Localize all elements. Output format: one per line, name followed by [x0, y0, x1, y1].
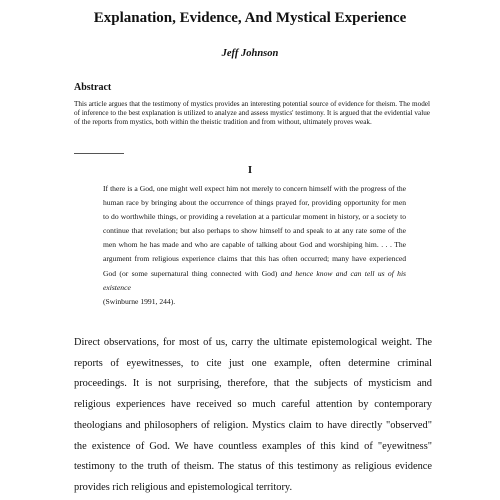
block-quote-italic: and hence know and can tell us of his existence: [103, 268, 407, 292]
section-numeral: I: [247, 164, 253, 176]
block-quote-citation: (Swinburne 1991, 244).: [103, 296, 176, 306]
block-quote: [103, 182, 406, 309]
body-text: [74, 333, 432, 499]
abstract-heading: Abstract: [74, 82, 112, 93]
block-quote-paragraph: [103, 182, 406, 309]
body-paragraph: Direct observations, for most of us, carry the ultimate epistemological weight. The reports of eyewitnesses, to cite just one example, often determine criminal proceedings. It is not surprising, therefore, that the subjects of mysticism and religious experiences have received so much careful attention by contemporary theologians and philosophers of religion. Mystics claim to have directly "observed" the existence of God. We have countless examples of this kind of "eyewitness" testimony to the truth of theism. The status of this testimony as religious evidence provides rich religious and epistemological territory.: [74, 337, 432, 493]
paper-author: Jeff Johnson: [221, 48, 279, 59]
paper-title: Explanation, Evidence, And Mystical Experience: [93, 10, 407, 26]
block-quote-text: If there is a God, one might well expect him not merely to concern himself with the progress of the human race by bringing about the occurrence of things prayed for, providing opportunity for men to do worthwhile things, or providing a revelation at a particular moment in history, or a society to continue that revelation; but also perhaps to show himself to and speak to at any rate some of the men whom he has made and who are capable of talking about God and worshiping him. . . . The argument from religious experience claims that this has often occurred; many have experienced God (or some supernatural thing connected with God): [103, 184, 406, 278]
abstract-text: This article argues that the testimony of mystics provides an interesting potential source of evidence for theism. The model of inference to the best explanation is utilized to analyze and assess mystics' testimony. It is argued that the evidential value of the reports from mystics, both within the theistic tradition and from without, ultimately proves weak.: [74, 100, 430, 126]
section-divider: [74, 153, 124, 154]
